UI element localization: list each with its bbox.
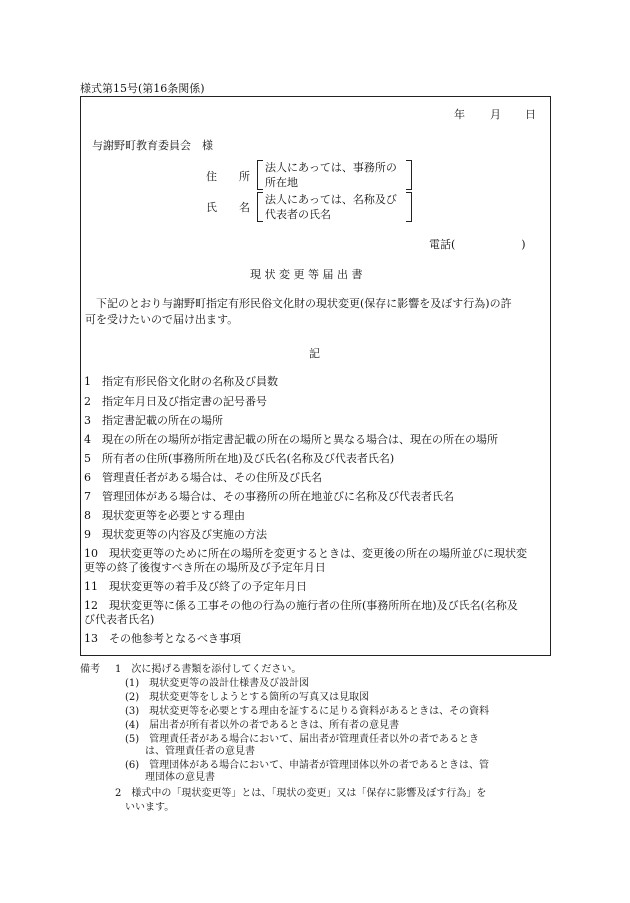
name-bracket-right [406, 192, 412, 222]
note-1: 1 次に掲げる書類を添付してください。 [115, 664, 302, 675]
date-year: 年 [454, 108, 465, 121]
addressee: 与謝野町教育委員会 様 [92, 139, 213, 152]
item-3: 3 指定書記載の所在の場所 [84, 414, 223, 427]
item-6: 6 管理責任者がある場合は、その住所及び氏名 [84, 471, 322, 484]
body-line-2: 可を受けたいので届け出ます。 [85, 313, 239, 326]
note-sub-3: (3) 現状変更等を必要とする理由を証するに足りる資料があるときは、その資料 [125, 706, 490, 717]
item-11: 11 現状変更等の着手及び終了の予定年月日 [84, 580, 307, 593]
form-number: 様式第15号(第16条関係) [80, 82, 205, 95]
item-9: 9 現状変更等の内容及び実施の方法 [84, 528, 267, 541]
note-sub-6-line-1: (6) 管理団体がある場合において、申請者が管理団体以外の者であるときは、管 [125, 760, 489, 771]
item-2: 2 指定年月日及び指定書の記号番号 [84, 395, 267, 408]
item-1: 1 指定有形民俗文化財の名称及び員数 [84, 375, 278, 388]
note-sub-1: (1) 現状変更等の設計仕様書及び設計図 [125, 678, 310, 689]
note-sub-6-line-2: 理団体の意見書 [145, 772, 215, 783]
item-7: 7 管理団体がある場合は、その事務所の所在地並びに名称及び代表者氏名 [84, 490, 454, 503]
note-sub-4: (4) 届出者が所有者以外の者であるときは、所有者の意見書 [125, 720, 400, 731]
date-month: 月 [490, 108, 501, 121]
form-title: 現 状 変 更 等 届 出 書 [250, 268, 363, 281]
address-note-1: 法人にあっては、事務所の [265, 161, 397, 174]
notes-label: 備考 [80, 664, 100, 675]
name-note-1: 法人にあっては、名称及び [265, 193, 397, 206]
item-10-line-2: 更等の終了後復すべき所在の場所及び予定年月日 [84, 561, 326, 574]
name-note-2: 代表者の氏名 [265, 208, 331, 221]
date-day: 日 [525, 108, 536, 121]
note-2-line-2: いいます。 [125, 802, 175, 813]
note-2-line-1: 2 様式中の「現状変更等」とは、「現状の変更」又は「保存に影響及ぼす行為」を [115, 788, 487, 799]
item-8: 8 現状変更等を必要とする理由 [84, 509, 245, 522]
note-sub-5-line-2: は、管理責任者の意見書 [145, 746, 255, 757]
address-label: 住 所 [206, 170, 250, 183]
item-10-line-1: 10 現状変更等のために所在の場所を変更するときは、変更後の所在の場所並びに現状変 [84, 547, 527, 560]
note-sub-2: (2) 現状変更等をしようとする箇所の写真又は見取図 [125, 692, 370, 703]
name-label: 氏 名 [206, 201, 250, 214]
body-line-1: 下記のとおり与謝野町指定有形民俗文化財の現状変更(保存に影響を及ぼす行為)の許 [96, 297, 512, 310]
address-bracket-left [257, 160, 263, 190]
phone: 電話( ) [429, 238, 526, 251]
item-4: 4 現在の所在の場所が指定書記載の所在の場所と異なる場合は、現在の所在の場所 [84, 433, 498, 446]
item-12-line-2: び代表者氏名) [84, 613, 155, 626]
address-note-2: 所在地 [265, 176, 298, 189]
address-bracket-right [406, 160, 412, 190]
ki-heading: 記 [309, 347, 320, 360]
name-bracket-left [257, 192, 263, 222]
item-13: 13 その他参考となるべき事項 [84, 632, 241, 645]
item-5: 5 所有者の住所(事務所所在地)及び氏名(名称及び代表者氏名) [84, 452, 395, 465]
item-12-line-1: 12 現状変更等に係る工事その他の行為の施行者の住所(事務所所在地)及び氏名(名称及 [84, 599, 518, 612]
note-sub-5-line-1: (5) 管理責任者がある場合において、届出者が管理責任者以外の者であるとき [125, 734, 479, 745]
